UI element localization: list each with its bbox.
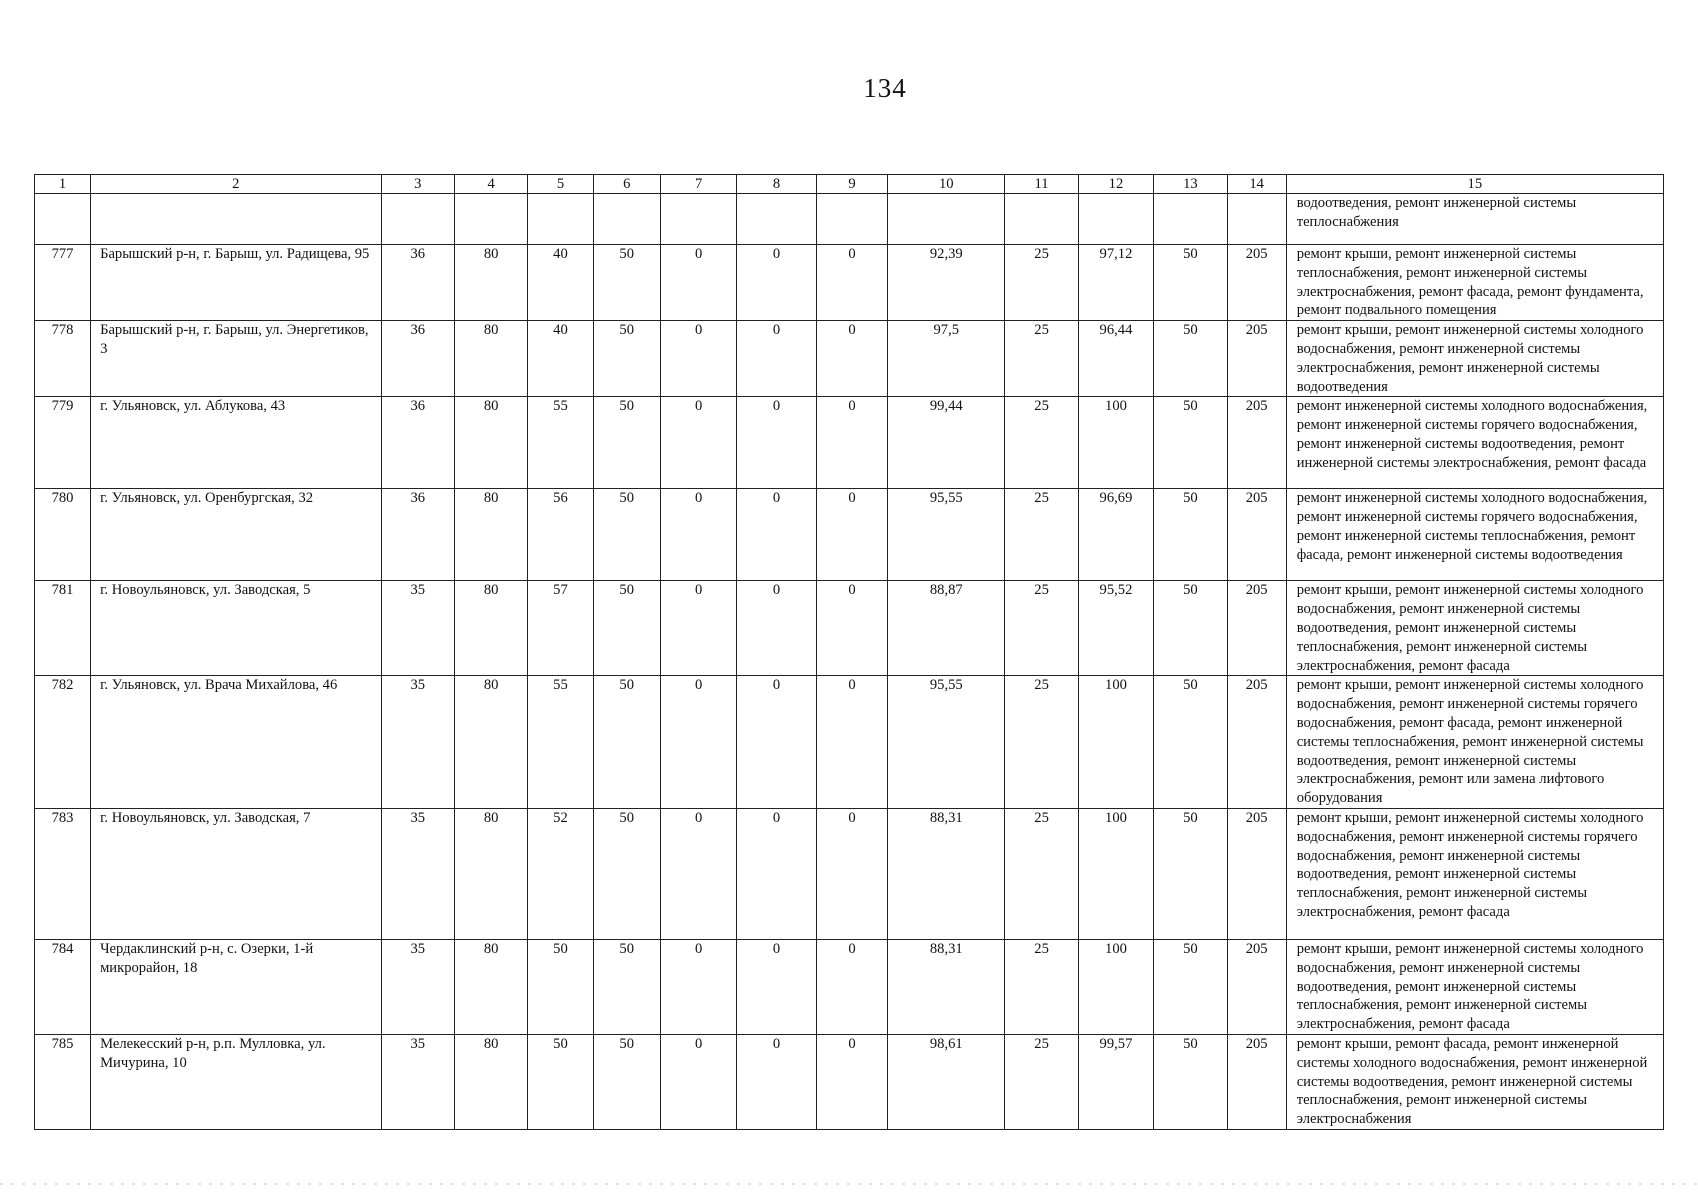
table-row: [35, 808, 1664, 939]
value-cell-col3: 36: [381, 321, 454, 397]
column-header: 3: [381, 175, 454, 194]
row-number-cell: 784: [35, 939, 91, 1034]
column-header: 10: [888, 175, 1005, 194]
value-cell-col9: 0: [816, 397, 887, 489]
value-cell-col9: 0: [816, 321, 887, 397]
value-cell-col5: 57: [528, 581, 593, 676]
value-cell-col8: 0: [737, 581, 817, 676]
value-cell-col14: 205: [1227, 397, 1286, 489]
row-number-cell: 781: [35, 581, 91, 676]
value-cell-col8: 0: [737, 321, 817, 397]
value-cell-col5: 40: [528, 245, 593, 321]
value-cell-col13: 50: [1154, 489, 1227, 581]
column-header: 13: [1154, 175, 1227, 194]
work-list-cell: ремонт крыши, ремонт инженерной системы холодного водоснабжения, ремонт инженерной системы водоотведения, ремонт инженерной системы теплоснабжения, ремонт инженерной системы электроснабжения, ремонт фасада: [1286, 939, 1663, 1034]
row-number-cell: 782: [35, 676, 91, 809]
value-cell-col4: 80: [454, 397, 527, 489]
table-row: [35, 397, 1664, 489]
value-cell-col11: 25: [1005, 581, 1078, 676]
address-cell: Барышский р-н, г. Барыш, ул. Радищева, 95: [91, 245, 382, 321]
address-cell: г. Новоульяновск, ул. Заводская, 5: [91, 581, 382, 676]
value-cell-col4: 80: [454, 245, 527, 321]
work-list-cell: ремонт крыши, ремонт инженерной системы холодного водоснабжения, ремонт инженерной системы водоотведения, ремонт инженерной системы теплоснабжения, ремонт инженерной системы электроснабжения, ремонт фасада: [1286, 581, 1663, 676]
value-cell-col10: 88,31: [888, 808, 1005, 939]
value-cell-col13: 50: [1154, 397, 1227, 489]
value-cell-col11: 25: [1005, 676, 1078, 809]
value-cell-col9: 0: [816, 676, 887, 809]
address-cell: г. Ульяновск, ул. Оренбургская, 32: [91, 489, 382, 581]
address-cell: Мелекесский р-н, р.п. Мулловка, ул. Мичурина, 10: [91, 1034, 382, 1129]
work-list-cell: ремонт крыши, ремонт инженерной системы теплоснабжения, ремонт инженерной системы электроснабжения, ремонт фасада, ремонт фундамента, ремонт подвального помещения: [1286, 245, 1663, 321]
value-cell-col12: 100: [1078, 397, 1153, 489]
value-cell-col3: 35: [381, 676, 454, 809]
table-row: [35, 321, 1664, 397]
value-cell-col11: 25: [1005, 245, 1078, 321]
value-cell-col10: 95,55: [888, 676, 1005, 809]
work-list-cell: ремонт инженерной системы холодного водоснабжения, ремонт инженерной системы горячего водоснабжения, ремонт инженерной системы водоотведения, ремонт инженерной системы электроснабжения, ремонт фасада: [1286, 397, 1663, 489]
value-cell-col13: 50: [1154, 321, 1227, 397]
value-cell-col13: 50: [1154, 1034, 1227, 1129]
value-cell-col11: 25: [1005, 1034, 1078, 1129]
value-cell-col6: 50: [593, 397, 660, 489]
value-cell-col9: 0: [816, 489, 887, 581]
value-cell-col9: 0: [816, 939, 887, 1034]
value-cell-col14: 205: [1227, 808, 1286, 939]
value-cell-col8: 0: [737, 1034, 817, 1129]
column-header: 14: [1227, 175, 1286, 194]
value-cell-col3: 36: [381, 397, 454, 489]
value-cell-col6: 50: [593, 321, 660, 397]
address-cell: г. Новоульяновск, ул. Заводская, 7: [91, 808, 382, 939]
work-list-cell: ремонт инженерной системы холодного водоснабжения, ремонт инженерной системы горячего водоснабжения, ремонт инженерной системы теплоснабжения, ремонт фасада, ремонт инженерной системы водоотведения: [1286, 489, 1663, 581]
table-row: [35, 939, 1664, 1034]
column-header: 2: [91, 175, 382, 194]
value-cell-col5: 55: [528, 676, 593, 809]
value-cell-col10: 92,39: [888, 245, 1005, 321]
column-header: 7: [660, 175, 736, 194]
value-cell-col11: 25: [1005, 397, 1078, 489]
value-cell-col12: 100: [1078, 808, 1153, 939]
value-cell-col14: 205: [1227, 676, 1286, 809]
column-header: 5: [528, 175, 593, 194]
value-cell-col10: 88,31: [888, 939, 1005, 1034]
work-list-cell: водоотведения, ремонт инженерной системы теплоснабжения: [1286, 194, 1663, 245]
table-row: [35, 676, 1664, 809]
value-cell-col5: 55: [528, 397, 593, 489]
value-cell-col6: 50: [593, 808, 660, 939]
value-cell-col6: 50: [593, 581, 660, 676]
value-cell-col7: 0: [660, 397, 736, 489]
value-cell-col12: 96,44: [1078, 321, 1153, 397]
value-cell-col13: 50: [1154, 676, 1227, 809]
value-cell-col3: 35: [381, 1034, 454, 1129]
value-cell-col9: 0: [816, 1034, 887, 1129]
value-cell-col4: 80: [454, 489, 527, 581]
work-list-cell: ремонт крыши, ремонт инженерной системы холодного водоснабжения, ремонт инженерной системы электроснабжения, ремонт инженерной системы водоотведения: [1286, 321, 1663, 397]
value-cell-col6: 50: [593, 245, 660, 321]
value-cell-col8: 0: [737, 676, 817, 809]
value-cell-col10: 99,44: [888, 397, 1005, 489]
value-cell-col14: 205: [1227, 245, 1286, 321]
value-cell-col14: 205: [1227, 1034, 1286, 1129]
value-cell-col3: 36: [381, 489, 454, 581]
value-cell-col3: 35: [381, 939, 454, 1034]
row-number-cell: 779: [35, 397, 91, 489]
value-cell-col11: 25: [1005, 939, 1078, 1034]
column-header: 12: [1078, 175, 1153, 194]
value-cell-col6: 50: [593, 1034, 660, 1129]
repair-program-table: [34, 174, 1664, 1130]
value-cell-col5: 40: [528, 321, 593, 397]
value-cell-col8: 0: [737, 939, 817, 1034]
table-row: [35, 1034, 1664, 1129]
column-header: 9: [816, 175, 887, 194]
column-header: 4: [454, 175, 527, 194]
page-number: 134: [863, 73, 907, 103]
header-row: [35, 175, 1664, 194]
row-number-cell: 780: [35, 489, 91, 581]
value-cell-col4: 80: [454, 939, 527, 1034]
value-cell-col12: 95,52: [1078, 581, 1153, 676]
value-cell-col4: 80: [454, 581, 527, 676]
table-body: [35, 175, 1664, 1130]
value-cell-col10: 95,55: [888, 489, 1005, 581]
value-cell-col14: 205: [1227, 939, 1286, 1034]
work-list-cell: ремонт крыши, ремонт инженерной системы холодного водоснабжения, ремонт инженерной системы горячего водоснабжения, ремонт фасада, ремонт инженерной системы теплоснабжения, ремонт инженерной системы водоотведения, ремонт инженерной системы электроснабжения, ремонт или замена лифтового оборудования: [1286, 676, 1663, 809]
value-cell-col7: 0: [660, 489, 736, 581]
row-number-cell: 777: [35, 245, 91, 321]
address-cell: г. Ульяновск, ул. Аблукова, 43: [91, 397, 382, 489]
value-cell-col4: 80: [454, 808, 527, 939]
value-cell-col12: 97,12: [1078, 245, 1153, 321]
value-cell-col7: 0: [660, 581, 736, 676]
value-cell-col4: 80: [454, 676, 527, 809]
value-cell-col6: 50: [593, 939, 660, 1034]
value-cell-col5: 50: [528, 939, 593, 1034]
address-cell: Чердаклинский р-н, с. Озерки, 1-й микрорайон, 18: [91, 939, 382, 1034]
value-cell-col5: 52: [528, 808, 593, 939]
value-cell-col8: 0: [737, 808, 817, 939]
value-cell-col11: 25: [1005, 489, 1078, 581]
work-list-cell: ремонт крыши, ремонт фасада, ремонт инженерной системы холодного водоснабжения, ремонт инженерной системы водоотведения, ремонт инженерной системы теплоснабжения, ремонт инженерной системы электроснабжения: [1286, 1034, 1663, 1129]
value-cell-col9: 0: [816, 581, 887, 676]
value-cell-col3: 36: [381, 245, 454, 321]
value-cell-col7: 0: [660, 321, 736, 397]
column-header: 1: [35, 175, 91, 194]
value-cell-col3: 35: [381, 581, 454, 676]
value-cell-col4: 80: [454, 321, 527, 397]
value-cell-col7: 0: [660, 676, 736, 809]
column-header: 8: [737, 175, 817, 194]
value-cell-col12: 100: [1078, 676, 1153, 809]
value-cell-col9: 0: [816, 808, 887, 939]
value-cell-col12: 100: [1078, 939, 1153, 1034]
value-cell-col8: 0: [737, 245, 817, 321]
column-header: 6: [593, 175, 660, 194]
table-row: [35, 245, 1664, 321]
value-cell-col7: 0: [660, 245, 736, 321]
table-row: [35, 581, 1664, 676]
address-cell: г. Ульяновск, ул. Врача Михайлова, 46: [91, 676, 382, 809]
value-cell-col13: 50: [1154, 581, 1227, 676]
work-list-cell: ремонт крыши, ремонт инженерной системы холодного водоснабжения, ремонт инженерной системы горячего водоснабжения, ремонт инженерной системы водоотведения, ремонт инженерной системы теплоснабжения, ремонт инженерной системы электроснабжения, ремонт фасада: [1286, 808, 1663, 939]
column-header: 15: [1286, 175, 1663, 194]
column-header: 11: [1005, 175, 1078, 194]
value-cell-col13: 50: [1154, 939, 1227, 1034]
value-cell-col10: 88,87: [888, 581, 1005, 676]
value-cell-col11: 25: [1005, 808, 1078, 939]
address-cell: Барышский р-н, г. Барыш, ул. Энергетиков, 3: [91, 321, 382, 397]
value-cell-col9: 0: [816, 245, 887, 321]
value-cell-col3: 35: [381, 808, 454, 939]
value-cell-col13: 50: [1154, 245, 1227, 321]
value-cell-col10: 98,61: [888, 1034, 1005, 1129]
row-number-cell: 785: [35, 1034, 91, 1129]
value-cell-col8: 0: [737, 489, 817, 581]
row-number-cell: 778: [35, 321, 91, 397]
value-cell-col8: 0: [737, 397, 817, 489]
row-number-cell: 783: [35, 808, 91, 939]
value-cell-col13: 50: [1154, 808, 1227, 939]
value-cell-col12: 96,69: [1078, 489, 1153, 581]
value-cell-col14: 205: [1227, 321, 1286, 397]
value-cell-col6: 50: [593, 489, 660, 581]
value-cell-col4: 80: [454, 1034, 527, 1129]
value-cell-col11: 25: [1005, 321, 1078, 397]
value-cell-col7: 0: [660, 939, 736, 1034]
table-row: [35, 489, 1664, 581]
value-cell-col6: 50: [593, 676, 660, 809]
value-cell-col7: 0: [660, 1034, 736, 1129]
scan-artifact-line: [0, 1183, 1698, 1185]
value-cell-col7: 0: [660, 808, 736, 939]
value-cell-col14: 205: [1227, 581, 1286, 676]
value-cell-col10: 97,5: [888, 321, 1005, 397]
value-cell-col5: 50: [528, 1034, 593, 1129]
value-cell-col12: 99,57: [1078, 1034, 1153, 1129]
continuation-row: [35, 194, 1664, 245]
value-cell-col14: 205: [1227, 489, 1286, 581]
value-cell-col5: 56: [528, 489, 593, 581]
